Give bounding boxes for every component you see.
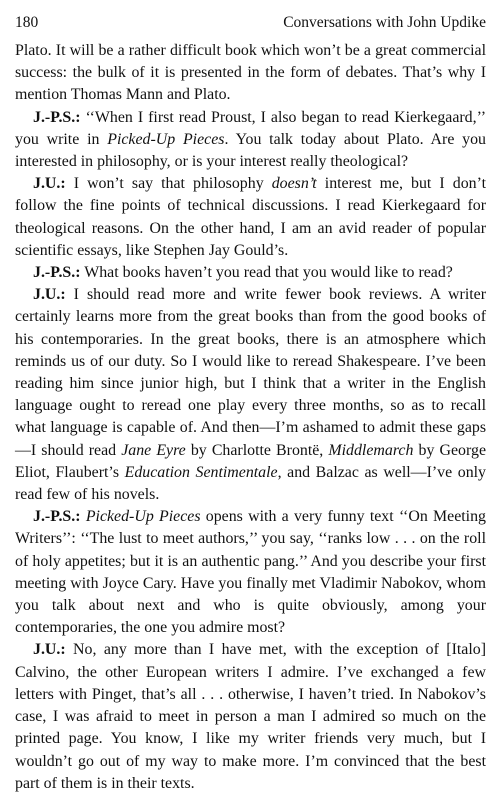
text-segment: opens with a very funny text ‘‘On Meeting Writers’’: ‘‘The lust to meet authors,’’ you say, ‘‘ranks low . . . on the roll of holy appetites; but it is an authentic pang.’’ And you describe your first meeting with Joyce Cary. Have you finally met Vladimir Nabokov, whom you talk about next and who is quite obviously, among your contemporaries, the one you admire most? xyxy=(15,508,486,637)
text-segment: by George Eliot, Flaubert’s xyxy=(15,441,486,481)
text-segment: I won’t say that philosophy xyxy=(65,175,272,193)
text-segment: interest me, but I don’t follow the fine points of technical discussions. I read Kierkegaard for theological reasons. On the other hand, I am an avid reader of popular scientific essays, like Stephen Jay Gould’s. xyxy=(15,175,486,259)
page-number: 180 xyxy=(15,14,39,31)
text-segment: I should read more and write fewer book reviews. A writer certainly learns more from the great books than from the good books of his contemporaries. In the great books, there is an atmosphere which reminds us of our duty. So I would like to reread Shakespeare. I’ve been reading him since junior high, but I think that a writer in the English language ought to reread one play every three months, so as to recall what language is capable of. And then—I’m ashamed to admit these gaps—I should read xyxy=(15,286,486,459)
book-title: Jane Eyre xyxy=(121,441,186,459)
paragraph xyxy=(15,506,486,639)
speaker-label: J.U.: xyxy=(33,286,66,304)
emphasis-text: doesn’t xyxy=(271,175,317,193)
paragraph xyxy=(15,107,486,174)
paragraph xyxy=(15,173,486,262)
speaker-label: J.-P.S.: xyxy=(33,508,81,526)
book-title: Picked-Up Pieces xyxy=(107,130,225,148)
book-title: Middlemarch xyxy=(328,441,414,459)
text-segment: by Charlotte Brontë, xyxy=(185,441,329,459)
text-segment: , and Balzac as well—I’ve only read few of his novels. xyxy=(15,463,486,504)
text-segment: What books haven’t you read that you would like to read? xyxy=(80,264,453,282)
running-title: Conversations with John Updike xyxy=(283,14,486,31)
speaker-label: J.U.: xyxy=(33,641,66,659)
paragraph xyxy=(15,40,486,107)
text-segment: No, any more than I have met, with the exception of [Italo] Calvino, the other European writers I admire. I’ve exchanged a few letters with Pinget, that’s all . . . otherwise, I haven’t tried. In Nabokov’s case, I was afraid to meet in person a man I admired so much on the printed page. You know, I like my writer friends very much, but I wouldn’t go out of my way to make more. I’m convinced that the best part of them is in their texts. xyxy=(15,641,486,792)
text-segment: . You talk today about Plato. Are you interested in philosophy, or is your interest really theological? xyxy=(15,130,486,171)
speaker-label: J.-P.S.: xyxy=(33,108,81,126)
paragraph xyxy=(15,284,486,506)
book-title: Picked-Up Pieces xyxy=(85,508,201,526)
text-segment: Plato. It will be a rather difficult book which won’t be a great commercial success: the bulk of it is presented in the form of debates. That’s why I mention Thomas Mann and Plato. xyxy=(15,42,486,104)
book-title: Education Sentimentale xyxy=(124,463,278,481)
paragraph xyxy=(15,639,486,794)
page-body xyxy=(15,40,486,795)
speaker-label: J.U.: xyxy=(33,175,66,193)
speaker-label: J.-P.S.: xyxy=(33,264,81,282)
text-segment: ‘‘When I first read Proust, I also began to read Kierkegaard,’’ you write in xyxy=(15,108,486,148)
page-header xyxy=(15,14,486,32)
paragraph xyxy=(15,262,486,284)
